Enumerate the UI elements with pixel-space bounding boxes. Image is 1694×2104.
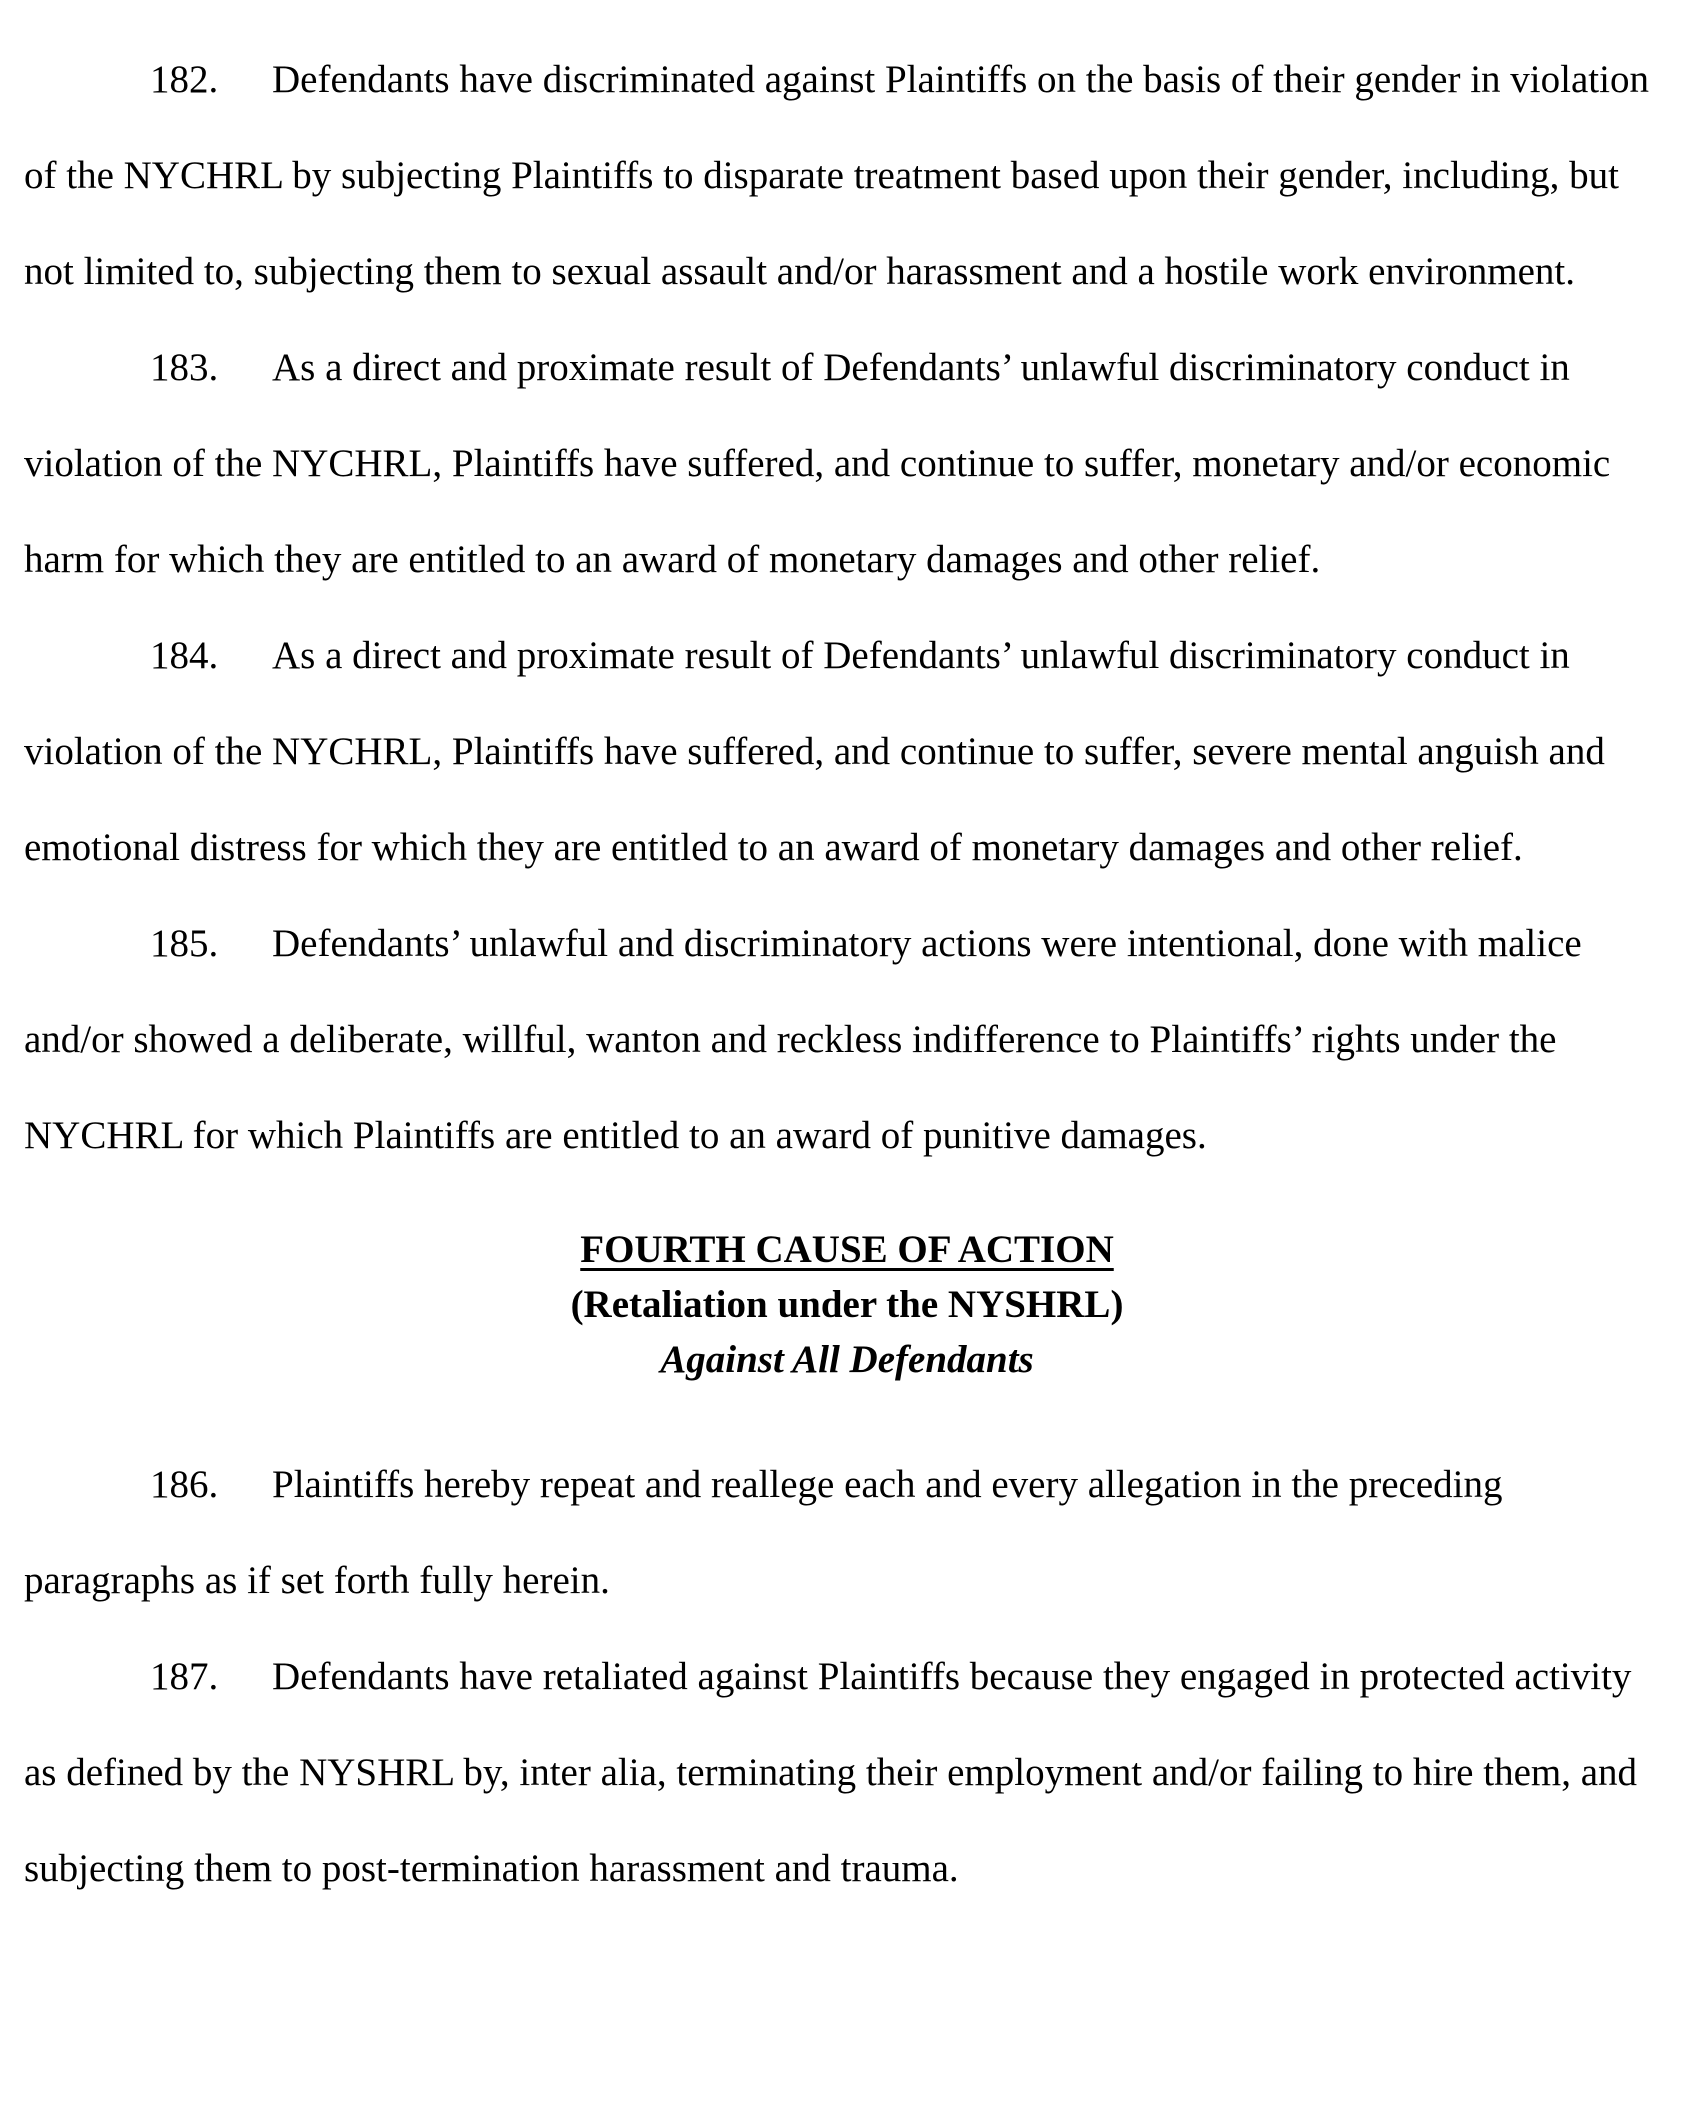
paragraph-text: Defendants have discriminated against Plaintiffs on the basis of their gender in violation of the NYCHRL by subjecting Plaintiffs to disparate treatment based upon their gender, including, but not limited to, subjecting them to sexual assault and/or harassment and a hostile work environment. — [24, 58, 1649, 293]
paragraph-number: 182. — [150, 58, 219, 101]
paragraph-number: 184. — [150, 634, 219, 677]
paragraph-187 — [24, 1629, 1670, 1917]
paragraph-text: As a direct and proximate result of Defendants’ unlawful discriminatory conduct in violation of the NYCHRL, Plaintiffs have suffered, and continue to suffer, monetary and/or economic harm for which they are entitled to an award of monetary damages and other relief. — [24, 346, 1611, 581]
paragraph-number: 185. — [150, 922, 219, 965]
heading-subtitle: (Retaliation under the NYSHRL) — [570, 1283, 1124, 1326]
paragraph-text: Defendants have retaliated against Plaintiffs because they engaged in protected activity as defined by the NYSHRL by, inter alia, terminating their employment and/or failing to hire them, and subjecting them to post-termination harassment and trauma. — [24, 1655, 1638, 1890]
paragraph-182 — [24, 32, 1670, 320]
cause-of-action-heading — [24, 1222, 1670, 1387]
heading-against: Against All Defendants — [660, 1338, 1034, 1381]
paragraph-183 — [24, 320, 1670, 608]
paragraph-number: 186. — [150, 1463, 219, 1506]
paragraph-186 — [24, 1437, 1670, 1629]
paragraph-185 — [24, 896, 1670, 1184]
document-page — [24, 32, 1670, 1917]
heading-title: FOURTH CAUSE OF ACTION — [580, 1228, 1114, 1271]
paragraph-text: As a direct and proximate result of Defendants’ unlawful discriminatory conduct in violation of the NYCHRL, Plaintiffs have suffered, and continue to suffer, severe mental anguish and emotional distress for which they are entitled to an award of monetary damages and other relief. — [24, 634, 1605, 869]
paragraph-text: Defendants’ unlawful and discriminatory actions were intentional, done with malice and/or showed a deliberate, willful, wanton and reckless indifference to Plaintiffs’ rights under the NYCHRL for which Plaintiffs are entitled to an award of punitive damages. — [24, 922, 1582, 1157]
paragraph-text: Plaintiffs hereby repeat and reallege each and every allegation in the preceding paragraphs as if set forth fully herein. — [24, 1463, 1503, 1602]
paragraph-number: 183. — [150, 346, 219, 389]
paragraph-number: 187. — [150, 1655, 219, 1698]
paragraph-184 — [24, 608, 1670, 896]
